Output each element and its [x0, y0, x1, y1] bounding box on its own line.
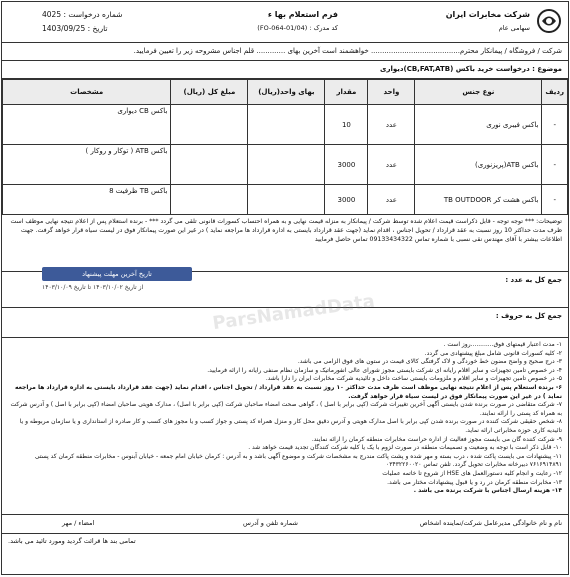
request-number: شماره درخواست : 4025	[42, 10, 123, 19]
term-item: ۷- شرکت متقاضی در صورت برنده شدن بایستی آگهی آخرین تغییرات شرکت (کپی برابر با اصل ) ، گواهی صحت امضاء صاحبان شرکت (کپی برابر با اصل) ، مدارک هویتی صاحبان امضاء (کپی برابر با اصل ) و آدرس شرکت به همراه کد پستی را ارائه نمایند.	[10, 401, 562, 417]
row-item: باکس هشت کر TB OUTDOOR	[415, 185, 542, 215]
row-qty: 3000	[325, 145, 368, 185]
col-header-unit: واحد	[368, 80, 415, 105]
sign-stamp-label: امضاء / مهر	[62, 519, 95, 527]
term-item: ۱۴- هزینه ارسال اجناس با شرکت برنده می باشد .	[413, 487, 562, 495]
term-item: ۱۳- مخابرات منطقه کرمان در رد و یا قبول پیشنهادات مختار می باشد.	[387, 478, 562, 486]
row-qty: 3000	[325, 185, 368, 215]
row-spec: باکس TB ظرفیت 8	[3, 185, 171, 215]
row-unit: عدد	[368, 145, 415, 185]
inquiry-form	[1, 1, 569, 575]
phone-address-label: شماره تلفن و آدرس	[242, 519, 298, 527]
term-item: ۱۱- پیشنهادات می بایست پاکت شده ، درب بسته و مهر شده و پشت پاکت مندرج به مشخصات شرکت و موضوع آگهی باشد و به آدرس : کرمان خیابان امام جمعه - خیابان آبنوس - مخابرات منطقه کرمان کد پستی ۷۶۱۶۹۱۴۸۹۱ دبیرخانه مخابرات تحویل گردد. تلفن تماس ۰۳۴۳۲۲۶۰۰۲۰	[34, 452, 562, 469]
form-header	[2, 2, 568, 43]
term-item: ۳- درج صحیح و واضح مضون خط خوردگی و لاک گرفتگی کالای قیمت در ستون های فوق الزامی می باشد.	[297, 358, 562, 366]
col-header-qty: مقدار	[325, 80, 368, 105]
addressee-line: شرکت / فروشگاه / پیمانکار محترم........................................ خواهشمند است آخرین بهای ............. قلم اجناس مشروحه زیر را تعیین فرمایید.	[2, 43, 568, 61]
row-number: -	[542, 105, 568, 145]
term-item: ۲- کلیه کسورات قانونی شامل مبلغ پیشنهادی می گردد.	[424, 349, 562, 357]
request-date: تاریخ : 1403/09/25	[42, 24, 108, 33]
signature-row	[2, 515, 568, 534]
row-spec: باکس CB دیواری	[3, 105, 171, 145]
row-total[interactable]	[171, 105, 248, 145]
term-item: ۱۰- قابل ذکر است با توجه به وضعیت و تصمیمات منطقه در صورت لزوم با یک یا کلیه شرکت کنندگان تجدید قیمت خواهد شد .	[248, 444, 562, 452]
form-title: فرم استعلام بها ء	[267, 10, 338, 19]
table-row	[3, 185, 568, 215]
row-item: باکس فیبری نوری	[415, 105, 542, 145]
row-unit-price[interactable]	[248, 105, 325, 145]
total-letters-row[interactable]: جمع کل به حروف :	[2, 308, 568, 338]
row-unit: عدد	[368, 105, 415, 145]
term-item: ۹- شرکت کننده گان می بایست مجوز فعالیت از اداره حراست مخابرات منطقه کرمان را ارائه نمایند.	[311, 435, 562, 443]
deadline-stamp: تاریخ آخرین مهلت پیشنهاد	[42, 267, 192, 281]
term-item: ۴- در خصوص تامین تجهیزات و سایر اقلام رایانه ای شرکت بایستی مجوز شورای عالی انفورماتیک و سازمان نظام صنفی رایانه را ارائه فرمایید.	[207, 366, 562, 374]
table-header-row	[3, 80, 568, 105]
row-total[interactable]	[171, 185, 248, 215]
table-row	[3, 145, 568, 185]
col-header-item: نوع جنس	[415, 80, 542, 105]
row-unit-price[interactable]	[248, 145, 325, 185]
telecom-logo-icon	[536, 8, 562, 34]
col-header-spec: مشخصات	[3, 80, 171, 105]
term-item: ۱- مدت اعتبار قیمتهای فوق............روز است .	[443, 341, 562, 348]
signatory-name-label: نام و نام خانوادگی مدیرعامل شرکت/نماینده اشخاص	[419, 519, 562, 527]
terms-list	[2, 338, 568, 515]
row-unit-price[interactable]	[248, 185, 325, 215]
form-code: کد مدرک : (FO-064-01/04)	[257, 24, 338, 32]
col-header-total: مبلغ کل (ریال)	[171, 80, 248, 105]
term-item: ۸- شخص حقیقی شرکت کننده در صورت برنده شدن کپی برابر با اصل مدارک هویتی و آدرس دقیق محل کار و منزل همراه کد پستی و جواز کسب و یا مجوز های کسب و کار صادره از استانداری و یا سازمان مربوطه و یا تائیدیه کاری حوزه مخابراتی ارائه نماید.	[19, 418, 562, 434]
subject-line: موضوع : درخواست خرید باکس (CB,FAT,ATB)دیواری	[2, 61, 568, 79]
table-row	[3, 105, 568, 145]
total-number-row[interactable]: جمع کل به عدد :	[2, 272, 568, 308]
term-item: ۵- در خصوص تامین تجهیزات و سایر اقلام و ملزومات بایستی ساخت داخل و تائیدیه شرکت مخابرات ایران را دارا باشد.	[265, 375, 562, 383]
row-number: -	[542, 185, 568, 215]
row-qty: 10	[325, 105, 368, 145]
row-total[interactable]	[171, 145, 248, 185]
company-name: شرکت مخابرات ایران	[445, 10, 530, 19]
items-table	[2, 79, 568, 215]
notes-block: توضیحات: *** توجه توجه - قابل ذکراست قیمت اعلام شده توسط شرکت / پیمانکار به منزله قیمت نهایی و به همراه احتساب کسورات قانونی تلقی می گردد *** - برنده استعلام پس از اعلام نتیجه نهایی موظف است ظرف مدت حداکثر 10 روز نسبت به عقد قرارداد / تحویل اجناس ، اقدام نماید (جهت عقد قرارداد بایستی به اداره قرارداد ها مراجعه نماید ) در غیر این صورت پیمانکار فوق در لیست سیاه قرار خواهد گرفت. جهت اطلاعات بیشتر با آقای مهندس نقی نسبی با شماره تماس 09133434322 تماس حاصل فرمایید	[2, 215, 568, 272]
deadline-stamp-date: از تاریخ ۱۴۰۳/۱۰/۰۲ تا تاریخ ۱۴۰۳/۱۰/۰۹	[42, 284, 144, 291]
row-number: -	[542, 145, 568, 185]
confirmation-note: تمامی بند ها قرائت گردید ومورد تائید می باشد.	[8, 537, 136, 545]
row-item: باکس ATB(پریزنوری)	[415, 145, 542, 185]
term-item: ۱۲- رعایت و انجام کلیه دستورالعمل های HSE از شروع تا خاتمه عملیات	[382, 469, 562, 477]
company-type: سهامی عام	[498, 24, 530, 32]
term-item: ۶- برنده استعلام پس از اعلام نتیجه نهایی موظف است ظرف مدت حداکثر ۱۰ روز نسبت به عقد قرارداد / تحویل اجناس ، اقدام نماید (جهت عقد قرارداد بایستی به اداره قرارداد ها مراجعه نماید ) در غیر این صورت پیمانکار فوق در لیست سیاه قرار خواهد گرفت.	[15, 383, 562, 400]
col-header-unit-price: بهای واحد(ریال)	[248, 80, 325, 105]
col-header-row-no: ردیف	[542, 80, 568, 105]
row-unit: عدد	[368, 185, 415, 215]
row-spec: باکس ATB ( توکار و روکار )	[3, 145, 171, 185]
watermark: ParsNamadData	[211, 290, 376, 335]
